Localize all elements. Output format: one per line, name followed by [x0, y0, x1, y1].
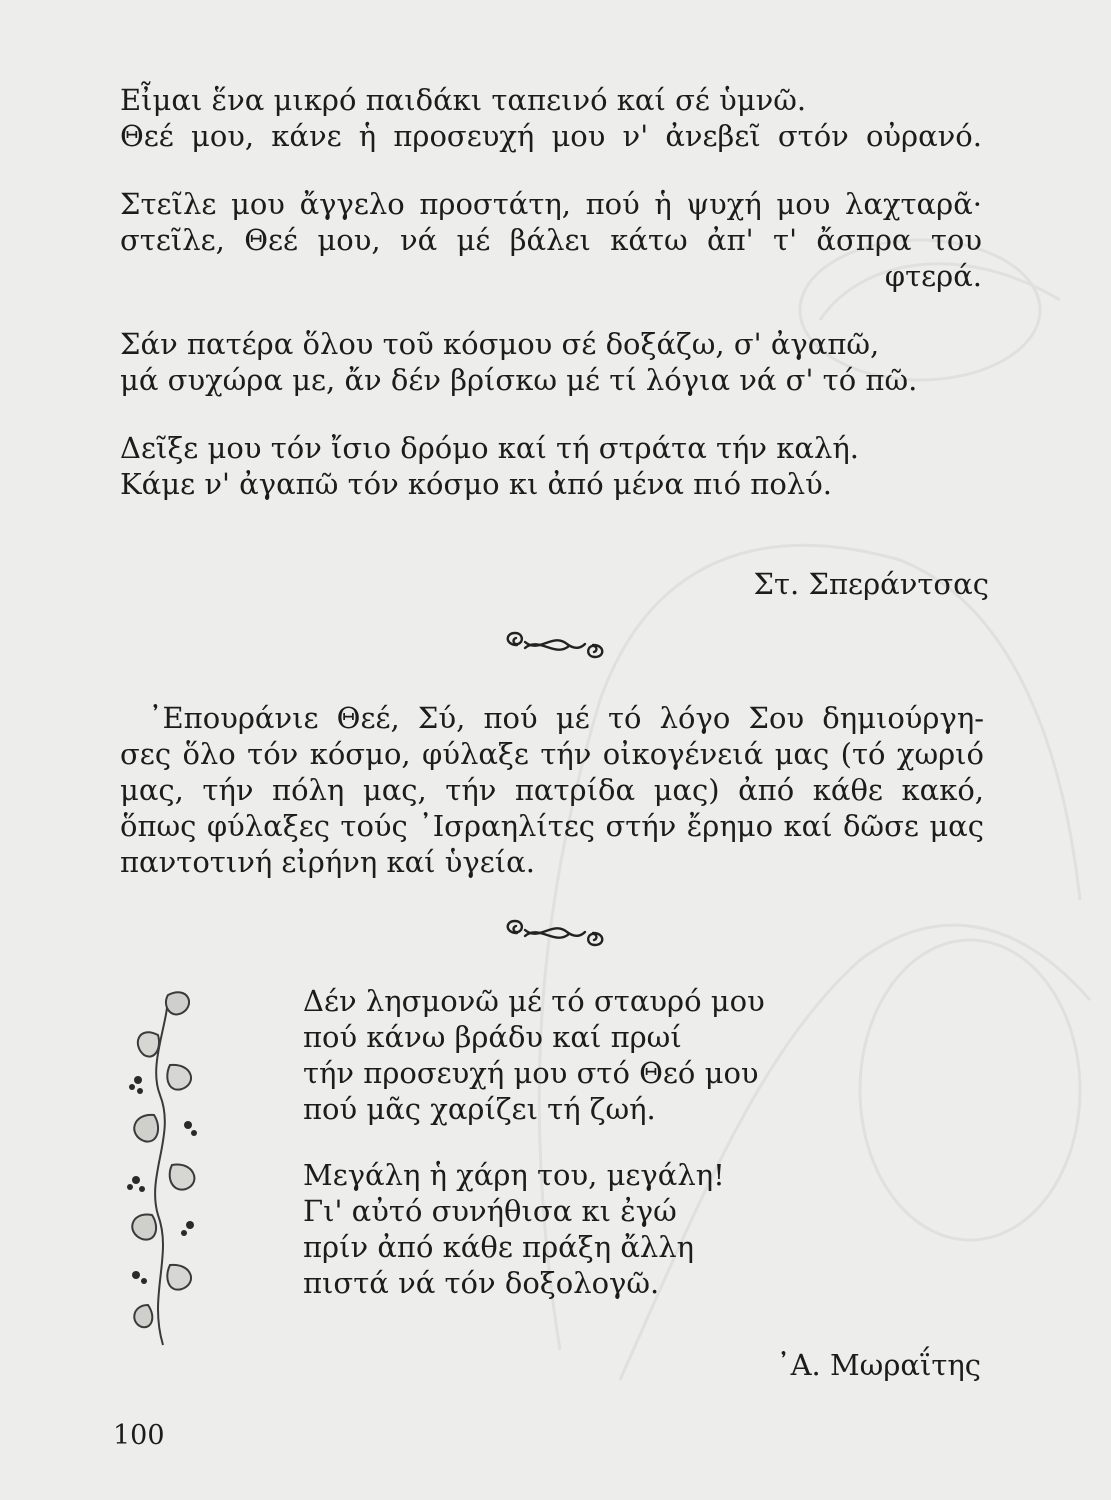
poem-1-line: φτερά.: [884, 259, 982, 293]
poem-2-line: πού μᾶς χαρίζει τή ζωή.: [303, 1092, 656, 1126]
prayer-line: ᾿Επουράνιε Θεέ, Σύ, πού μέ τό λόγο Σου δημιούργη-: [148, 701, 984, 735]
poem-2-line: Δέν λησμονῶ μέ τό σταυρό μου: [303, 984, 765, 1018]
poem-1-line: στεῖλε, Θεέ μου, νά μέ βάλει κάτω ἀπ' τ' ἄσπρα του: [120, 223, 982, 257]
poem-1-line: Δεῖξε μου τόν ἴσιο δρόμο καί τή στράτα τήν καλή.: [120, 431, 859, 465]
poem-1-line: Κάμε ν' ἀγαπῶ τόν κόσμο κι ἀπό μένα πιό πολύ.: [120, 467, 833, 501]
prayer-line: μας, τήν πόλη μας, τήν πατρίδα μας) ἀπό κάθε κακό,: [120, 773, 984, 807]
poem-2-line: πιστά νά τόν δοξολογῶ.: [303, 1266, 660, 1300]
poem-2-line: τήν προσευχή μου στό Θεό μου: [303, 1056, 759, 1090]
poem-1-line: Σάν πατέρα ὅλου τοῦ κόσμου σέ δοξάζω, σ' ἀγαπῶ,: [120, 327, 880, 361]
poem-1-line: Στεῖλε μου ἄγγελο προστάτη, πού ἡ ψυχή μου λαχταρᾶ·: [120, 187, 982, 221]
poem-1-line: Θεέ μου, κάνε ἡ προσευχή μου ν' ἀνεβεῖ στόν οὐρανό.: [120, 119, 982, 153]
poem-2-author: ᾿Α. Μωραΐτης: [776, 1348, 981, 1382]
scroll-flourish-divider: [503, 918, 607, 948]
poem-2: [303, 983, 765, 1301]
page-number: 100: [113, 1420, 165, 1451]
poem-2-line: Μεγάλη ἡ χάρη του, μεγάλη!: [303, 1158, 725, 1192]
prayer-line: σες ὅλο τόν κόσμο, φύλαξε τήν οἰκογένειά μας (τό χωριό: [120, 737, 984, 771]
prayer-line: παντοτινή εἰρήνη καί ὑγεία.: [120, 845, 535, 879]
poem-2-line: πρίν ἀπό κάθε πράξη ἄλλη: [303, 1230, 695, 1264]
poem-1-line: Εἶμαι ἕνα μικρό παιδάκι ταπεινό καί σέ ὑμνῶ.: [120, 83, 807, 117]
poem-1-author: Στ. Σπεράντσας: [753, 567, 989, 601]
floral-vine-ornament: [118, 975, 208, 1355]
poem-1-line: μά συχώρα με, ἄν δέν βρίσκω μέ τί λόγια νά σ' τό πῶ.: [120, 363, 918, 397]
prayer-line: ὅπως φύλαξες τούς ᾿Ισραηλίτες στήν ἔρημο καί δῶσε μας: [120, 809, 984, 843]
scroll-flourish-divider: [503, 630, 607, 660]
poem-2-line: Γι' αὐτό συνήθισα κι ἐγώ: [303, 1194, 677, 1228]
poem-1: [120, 82, 982, 502]
prayer-paragraph: [120, 700, 984, 880]
poem-2-line: πού κάνω βράδυ καί πρωί: [303, 1020, 682, 1054]
